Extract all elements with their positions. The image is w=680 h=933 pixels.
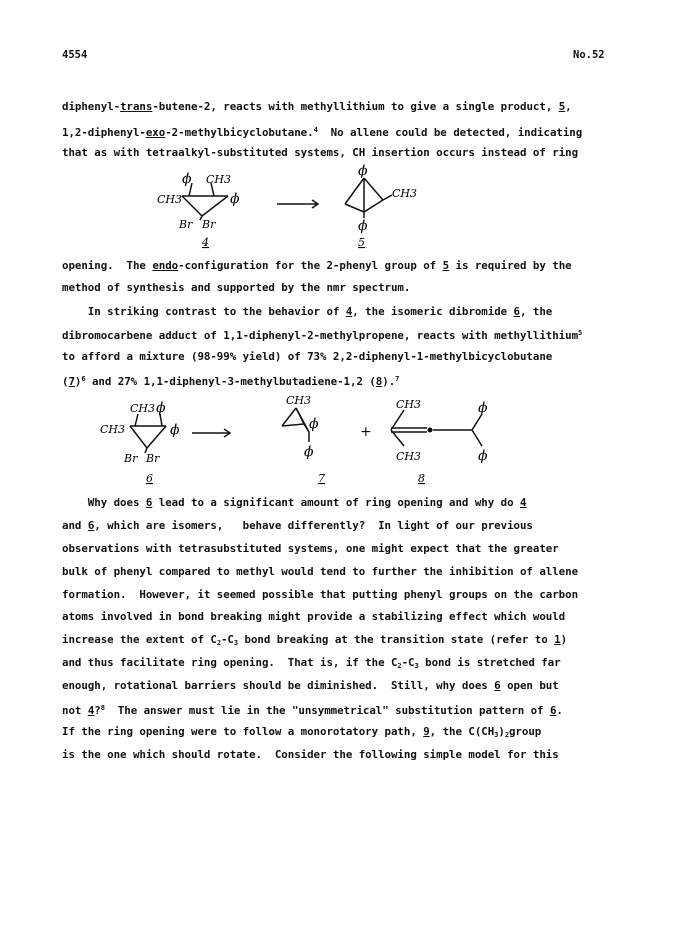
text-line: enough, rotational barriers should be diminished. Still, why does 6 open but	[62, 679, 559, 692]
methyl-label: CH3	[130, 402, 156, 415]
phenyl-symbol: ϕ	[156, 400, 166, 416]
methyl-label: CH3	[100, 423, 126, 436]
text-line: If the ring opening were to follow a monorotatory path, 9, the $C(CH_3)_2group$	[62, 725, 542, 739]
text-line: dibromocarbene adduct of 1,1-diphenyl-2-methylpropene, reacts with methyllithium$^5$	[62, 329, 583, 342]
compound-label-7: 7	[318, 472, 325, 485]
compound-label-8: 8	[418, 472, 425, 485]
text-line: opening. The endo-configuration for the 2-phenyl group of 5 is required by the	[62, 259, 572, 272]
text-line: formation. However, it seemed possible that putting phenyl groups on the carbon	[62, 588, 579, 601]
phenyl-symbol: ϕ	[182, 171, 192, 187]
text-line: to afford a mixture (98-99% yield) of 73% 2,2-diphenyl-1-methylbicyclobutane	[62, 350, 553, 363]
methyl-label: CH3	[157, 193, 183, 206]
methyl-label: CH3	[206, 173, 232, 186]
compound-label-5: 5	[358, 236, 365, 249]
phenyl-symbol: ϕ	[478, 448, 488, 464]
text-line: is the one which should rotate. Consider the following simple model for this	[62, 748, 559, 761]
text-line: increase the extent of $C_2-C_3$ bond breaking at the transition state (refer to 1)	[62, 633, 568, 647]
text-line: $(7)^6$ and 27% 1,1-diphenyl-3-methylbutadiene-1,2 (8).$^7$	[62, 375, 400, 388]
text-line: that as with tetraalkyl-substituted systems, CH insertion occurs instead of ring	[62, 146, 579, 159]
phenyl-symbol: ϕ	[309, 416, 319, 432]
methyl-label: CH3	[286, 394, 312, 407]
methyl-label: CH3	[396, 398, 422, 411]
compound-label-4: 4	[202, 236, 209, 249]
plus-sign: +	[360, 424, 372, 440]
methyl-label: CH3	[396, 450, 422, 463]
text-line: Why does 6 lead to a significant amount of ring opening and why do 4	[62, 496, 527, 509]
text-line: and thus facilitate ring opening. That is, if the $C_2-C_3$ bond is stretched far	[62, 656, 561, 670]
phenyl-symbol: ϕ	[358, 218, 368, 234]
issue-number: No.52	[573, 49, 605, 61]
phenyl-symbol: ϕ	[170, 422, 180, 438]
text-line: bulk of phenyl compared to methyl would tend to further the inhibition of allene	[62, 565, 579, 578]
text-line: method of synthesis and supported by the nmr spectrum.	[62, 281, 411, 294]
text-line: In striking contrast to the behavior of 4, the isomeric dibromide 6, the	[62, 305, 553, 318]
text-line: diphenyl-trans-butene-2, reacts with methyllithium to give a single product, 5,	[62, 100, 572, 113]
phenyl-symbol: ϕ	[304, 444, 314, 460]
bromine-label: Br	[179, 218, 193, 231]
text-line: 1,2-diphenyl-exo-2-methylbicyclobutane.$^4$ No allene could be detected, indicating	[62, 126, 583, 139]
scheme-6-to-7-and-8	[90, 390, 510, 488]
text-line: and 6, which are isomers, behave differently? In light of our previous	[62, 519, 533, 532]
methyl-label: CH3	[392, 187, 418, 200]
compound-label-6: 6	[146, 472, 153, 485]
phenyl-symbol: ϕ	[230, 191, 240, 207]
scheme-4-to-5	[140, 164, 460, 256]
text-line: atoms involved in bond breaking might provide a stabilizing effect which would	[62, 610, 566, 623]
text-line: not 4?$^8$ The answer must lie in the "unsymmetrical" substitution pattern of 6.	[62, 704, 563, 717]
phenyl-symbol: ϕ	[358, 164, 368, 179]
bromine-label: Br	[146, 452, 160, 465]
text-line: observations with tetrasubstituted systems, one might expect that the greater	[62, 542, 559, 555]
bromine-label: Br	[124, 452, 138, 465]
bromine-label: Br	[202, 218, 216, 231]
page-number: 4554	[62, 49, 88, 61]
phenyl-symbol: ϕ	[478, 400, 488, 416]
